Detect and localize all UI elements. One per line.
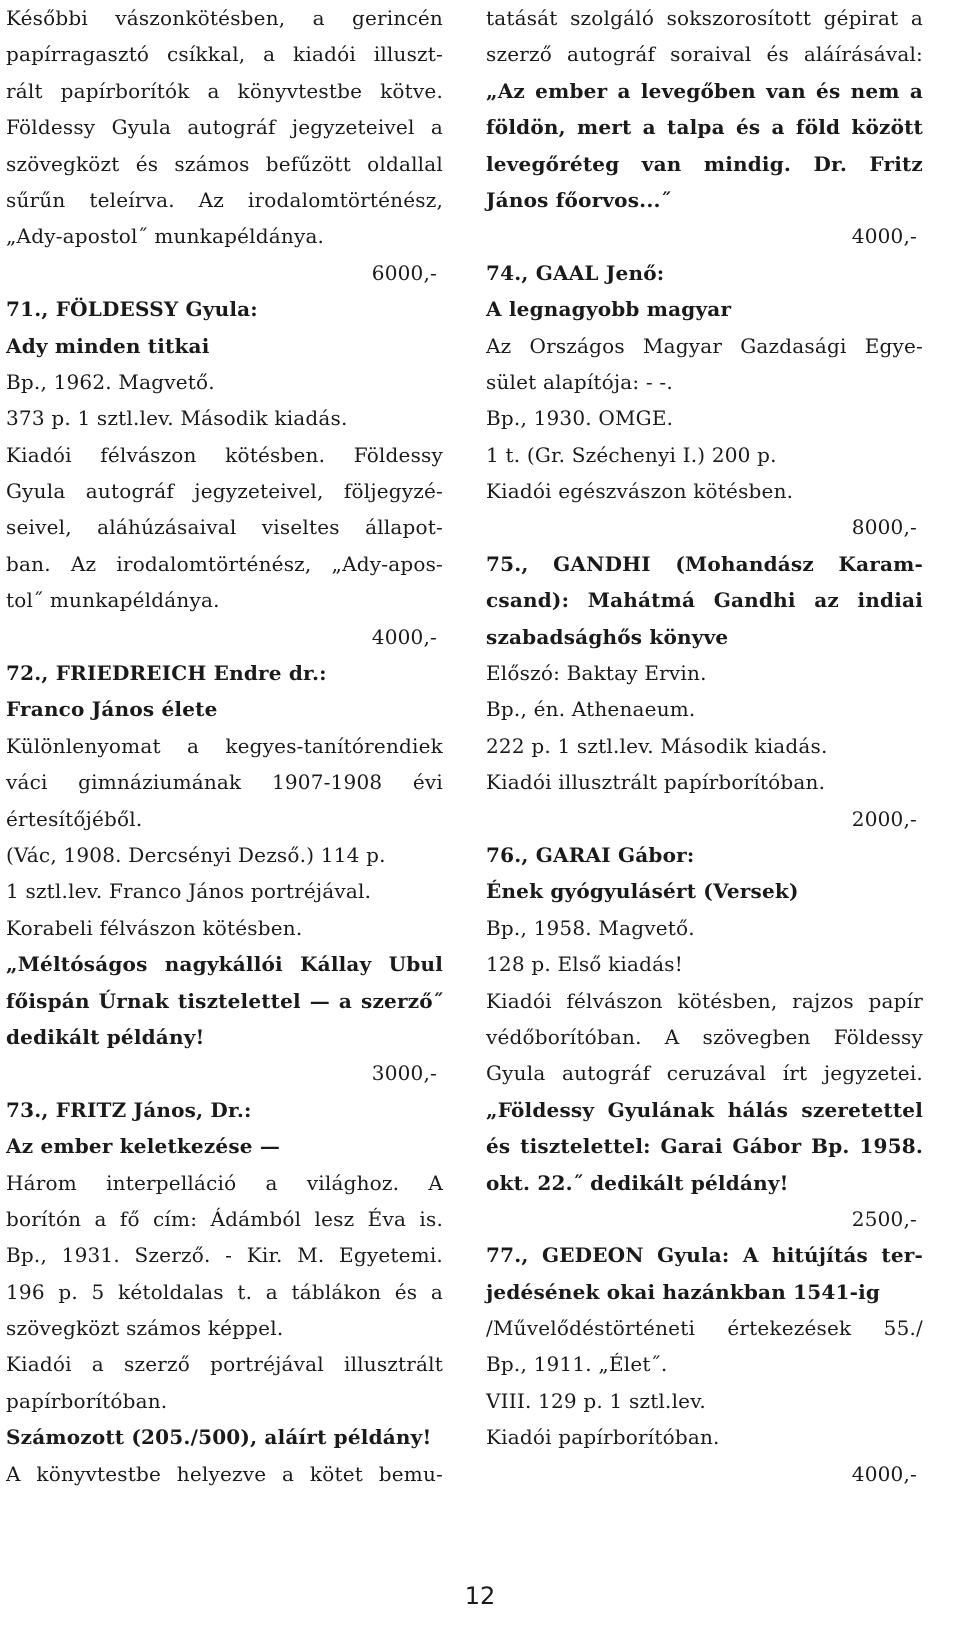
text-line: értesítőjéből.: [6, 806, 143, 831]
text-line: 4000,-: [851, 224, 917, 249]
text-line: 4000,-: [851, 1461, 917, 1486]
text-line: Későbbi vászonkötésben, a gerincén: [6, 6, 443, 30]
text-line: „Földessy Gyulának hálás szeretettel: [486, 1097, 923, 1122]
text-line: Ének gyógyulásért (Versek): [486, 879, 799, 904]
text-line: 373 p. 1 sztl.lev. Második kiadás.: [6, 406, 348, 431]
text-line: és tisztelettel: Garai Gábor Bp. 1958.: [486, 1134, 923, 1159]
text-line: „Ady-apostol˝ munkapéldánya.: [6, 224, 325, 249]
text-line: szövegközt számos képpel.: [6, 1316, 284, 1341]
text-line: 8000,-: [851, 515, 917, 540]
text-line: tatását szolgáló sokszorosított gépirat a: [486, 6, 923, 30]
text-line: csand): Mahátmá Gandhi az indiai: [486, 588, 923, 613]
text-line: „Az ember a levegőben van és nem a: [486, 78, 923, 103]
text-line: 72., FRIEDREICH Endre dr.:: [6, 661, 327, 686]
text-line: 3000,-: [371, 1061, 437, 1086]
text-line: A könyvtestbe helyezve a kötet bemu-: [6, 1461, 443, 1486]
text-line: Bp., 1962. Magvető.: [6, 369, 215, 394]
text-line: seivel, aláhúzásaival viseltes állapot-: [6, 515, 443, 540]
text-line: szerző autográf soraival és aláírásával:: [486, 42, 923, 67]
text-line: Három interpelláció a világhoz. A: [6, 1170, 443, 1195]
text-line: „Méltóságos nagykállói Kállay Ubul: [6, 952, 443, 977]
text-line: főispán Úrnak tisztelettel — a szerző˝: [6, 988, 443, 1013]
text-line: 74., GAAL Jenő:: [486, 260, 665, 285]
text-line: (Vác, 1908. Dercsényi Dezső.) 114 p.: [6, 842, 386, 867]
text-line: Kiadói egészvászon kötésben.: [486, 479, 794, 504]
text-line: 71., FÖLDESSY Gyula:: [6, 297, 258, 322]
text-line: sűrűn teleírva. Az irodalomtörténész,: [6, 187, 443, 212]
text-line: 6000,-: [371, 260, 437, 285]
text-line: Az ember keletkezése —: [6, 1134, 281, 1159]
text-line: Kiadói félvászon kötésben, rajzos papír: [486, 988, 923, 1013]
text-line: tol˝ munkapéldánya.: [6, 588, 220, 613]
text-line: 73., FRITZ János, Dr.:: [6, 1097, 252, 1122]
text-line: Különlenyomat a kegyes-tanítórendiek: [6, 733, 443, 758]
text-line: 196 p. 5 kétoldalas t. a táblákon és a: [6, 1279, 443, 1304]
text-line: szövegközt és számos befűzött oldallal: [6, 151, 443, 176]
text-line: 75., GANDHI (Mohandász Karam-: [486, 551, 923, 576]
text-line: váci gimnáziumának 1907-1908 évi: [6, 770, 443, 795]
text-line: sület alapítója: - -.: [486, 369, 673, 394]
text-line: szabadsághős könyve: [486, 624, 729, 649]
text-line: Az Országos Magyar Gazdasági Egye-: [486, 333, 923, 358]
text-line: 1 t. (Gr. Széchenyi I.) 200 p.: [486, 442, 777, 467]
text-line: Bp., 1930. OMGE.: [486, 406, 674, 431]
text-line: papírragasztó csíkkal, a kiadói illuszt-: [6, 42, 443, 67]
text-line: Földessy Gyula autográf jegyzeteivel a: [6, 115, 443, 140]
text-line: borítón a fő cím: Ádámból lesz Éva is.: [6, 1206, 443, 1231]
text-line: földön, mert a talpa és a föld között: [486, 115, 923, 140]
text-line: 128 p. Első kiadás!: [486, 952, 683, 977]
text-line: Bp., 1931. Szerző. - Kir. M. Egyetemi.: [6, 1243, 443, 1268]
text-line: Előszó: Baktay Ervin.: [486, 661, 707, 686]
left-column: [6, 0, 443, 1492]
text-line: 4000,-: [371, 624, 437, 649]
right-column: [486, 0, 923, 1492]
text-line: Bp., 1958. Magvető.: [486, 915, 695, 940]
text-line: védőborítóban. A szövegben Földessy: [486, 1024, 923, 1049]
text-line: Bp., én. Athenaeum.: [486, 697, 696, 722]
text-line: Gyula autográf jegyzeteivel, följegyzé-: [6, 479, 443, 504]
text-line: rált papírborítók a könyvtestbe kötve.: [6, 78, 443, 103]
text-line: Kiadói papírborítóban.: [486, 1425, 720, 1450]
text-line: 2000,-: [851, 806, 917, 831]
text-line: Kiadói illusztrált papírborítóban.: [486, 770, 826, 795]
text-line: jedésének okai hazánkban 1541-ig: [486, 1279, 881, 1304]
text-line: levegőréteg van mindig. Dr. Fritz: [486, 151, 923, 176]
text-line: Gyula autográf ceruzával írt jegyzetei.: [486, 1061, 923, 1086]
text-line: VIII. 129 p. 1 sztl.lev.: [486, 1388, 706, 1413]
text-line: Kiadói a szerző portréjával illusztrált: [6, 1352, 443, 1377]
text-line: Bp., 1911. „Élet˝.: [486, 1352, 668, 1377]
text-line: okt. 22.˝ dedikált példány!: [486, 1170, 789, 1195]
text-line: A legnagyobb magyar: [486, 297, 732, 322]
text-line: Kiadói félvászon kötésben. Földessy: [6, 442, 443, 467]
text-line: Számozott (205./500), aláírt példány!: [6, 1425, 432, 1450]
text-line: Korabeli félvászon kötésben.: [6, 915, 303, 940]
text-line: 2500,-: [851, 1206, 917, 1231]
text-line: Franco János élete: [6, 697, 218, 722]
text-line: Ady minden titkai: [6, 333, 210, 358]
text-line: János főorvos...˝: [486, 187, 671, 212]
text-line: 1 sztl.lev. Franco János portréjával.: [6, 879, 372, 904]
text-line: 222 p. 1 sztl.lev. Második kiadás.: [486, 733, 828, 758]
text-line: dedikált példány!: [6, 1024, 205, 1049]
text-line: papírborítóban.: [6, 1388, 168, 1413]
page-number: 12: [464, 1582, 496, 1610]
text-line: 77., GEDEON Gyula: A hitújítás ter-: [486, 1243, 923, 1268]
text-line: /Művelődéstörténeti értekezések 55./: [486, 1316, 923, 1341]
text-line: ban. Az irodalomtörténész, „Ady-apos-: [6, 551, 443, 576]
text-line: 76., GARAI Gábor:: [486, 842, 695, 867]
